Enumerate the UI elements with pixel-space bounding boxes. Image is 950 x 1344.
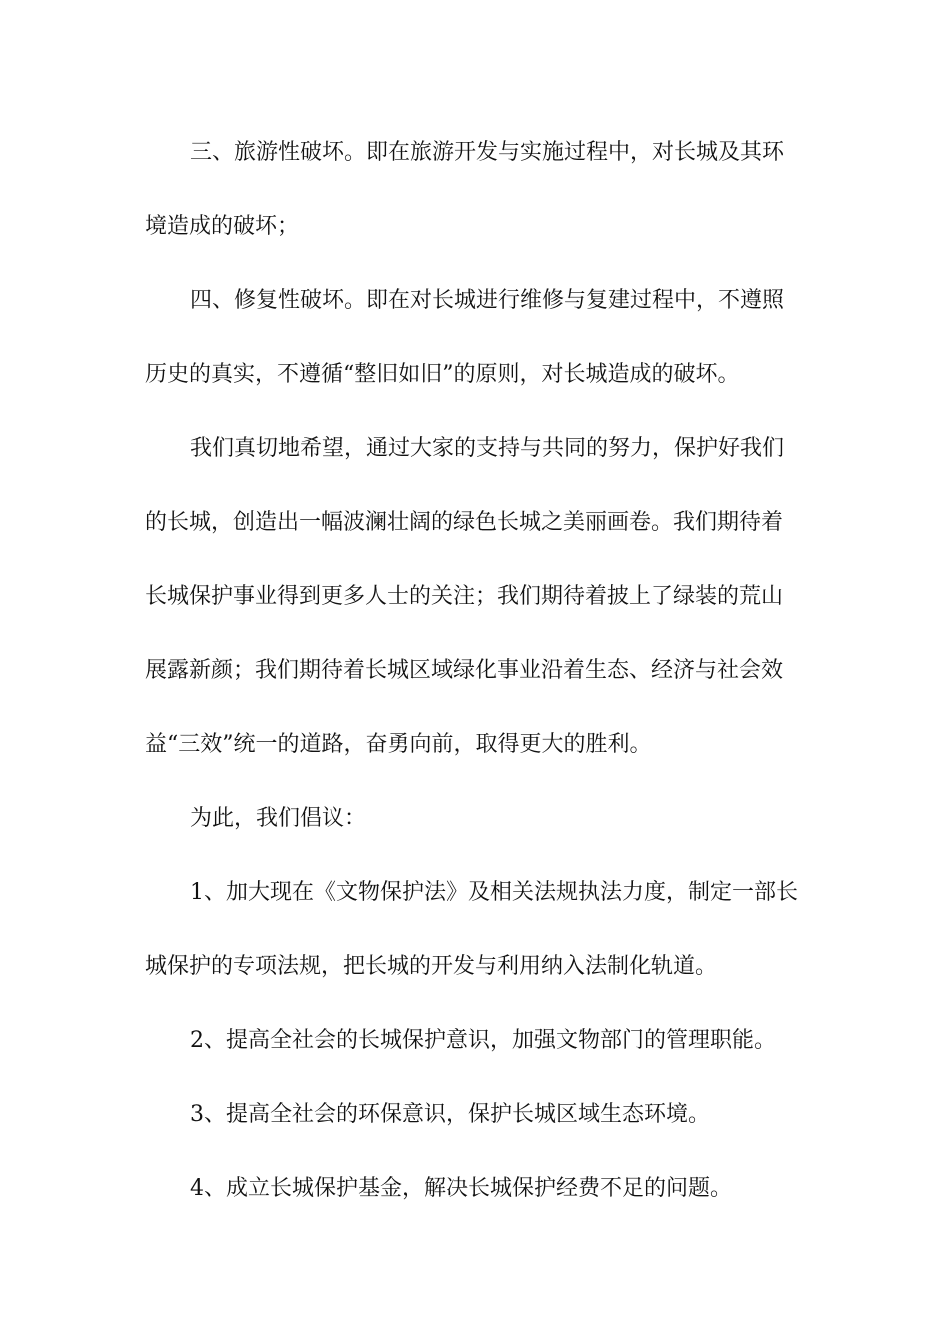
list-item-line: 4、成立长城保护基金，解决长城保护经费不足的问题。: [190, 1176, 732, 1201]
paragraph-line: 我们真切地希望，通过大家的支持与共同的努力，保护好我们: [190, 436, 785, 461]
paragraph-line: 四、修复性破坏。即在对长城进行维修与复建过程中，不遵照: [190, 288, 785, 313]
paragraph-line: 为此，我们倡议：: [190, 806, 367, 831]
paragraph-line: 益“三效”统一的道路，奋勇向前，取得更大的胜利。: [145, 732, 652, 757]
paragraph-line: 境造成的破坏；: [145, 214, 300, 239]
list-item-line: 1、加大现在《文物保护法》及相关法规执法力度，制定一部长: [190, 880, 798, 905]
paragraph-line: 历史的真实，不遵循“整旧如旧”的原则，对长城造成的破坏。: [145, 362, 740, 387]
list-item-line: 3、提高全社会的环保意识，保护长城区域生态环境。: [190, 1102, 710, 1127]
list-item-line: 2、提高全社会的长城保护意识，加强文物部门的管理职能。: [190, 1028, 776, 1053]
paragraph-line: 的长城，创造出一幅波澜壮阔的绿色长城之美丽画卷。我们期待着: [145, 510, 784, 535]
paragraph-line: 三、旅游性破坏。即在旅游开发与实施过程中，对长城及其环: [190, 140, 785, 165]
list-item-line: 城保护的专项法规，把长城的开发与利用纳入法制化轨道。: [145, 954, 718, 979]
paragraph-line: 长城保护事业得到更多人士的关注；我们期待着披上了绿装的荒山: [145, 584, 784, 609]
paragraph-line: 展露新颜；我们期待着长城区域绿化事业沿着生态、经济与社会效: [145, 658, 784, 683]
